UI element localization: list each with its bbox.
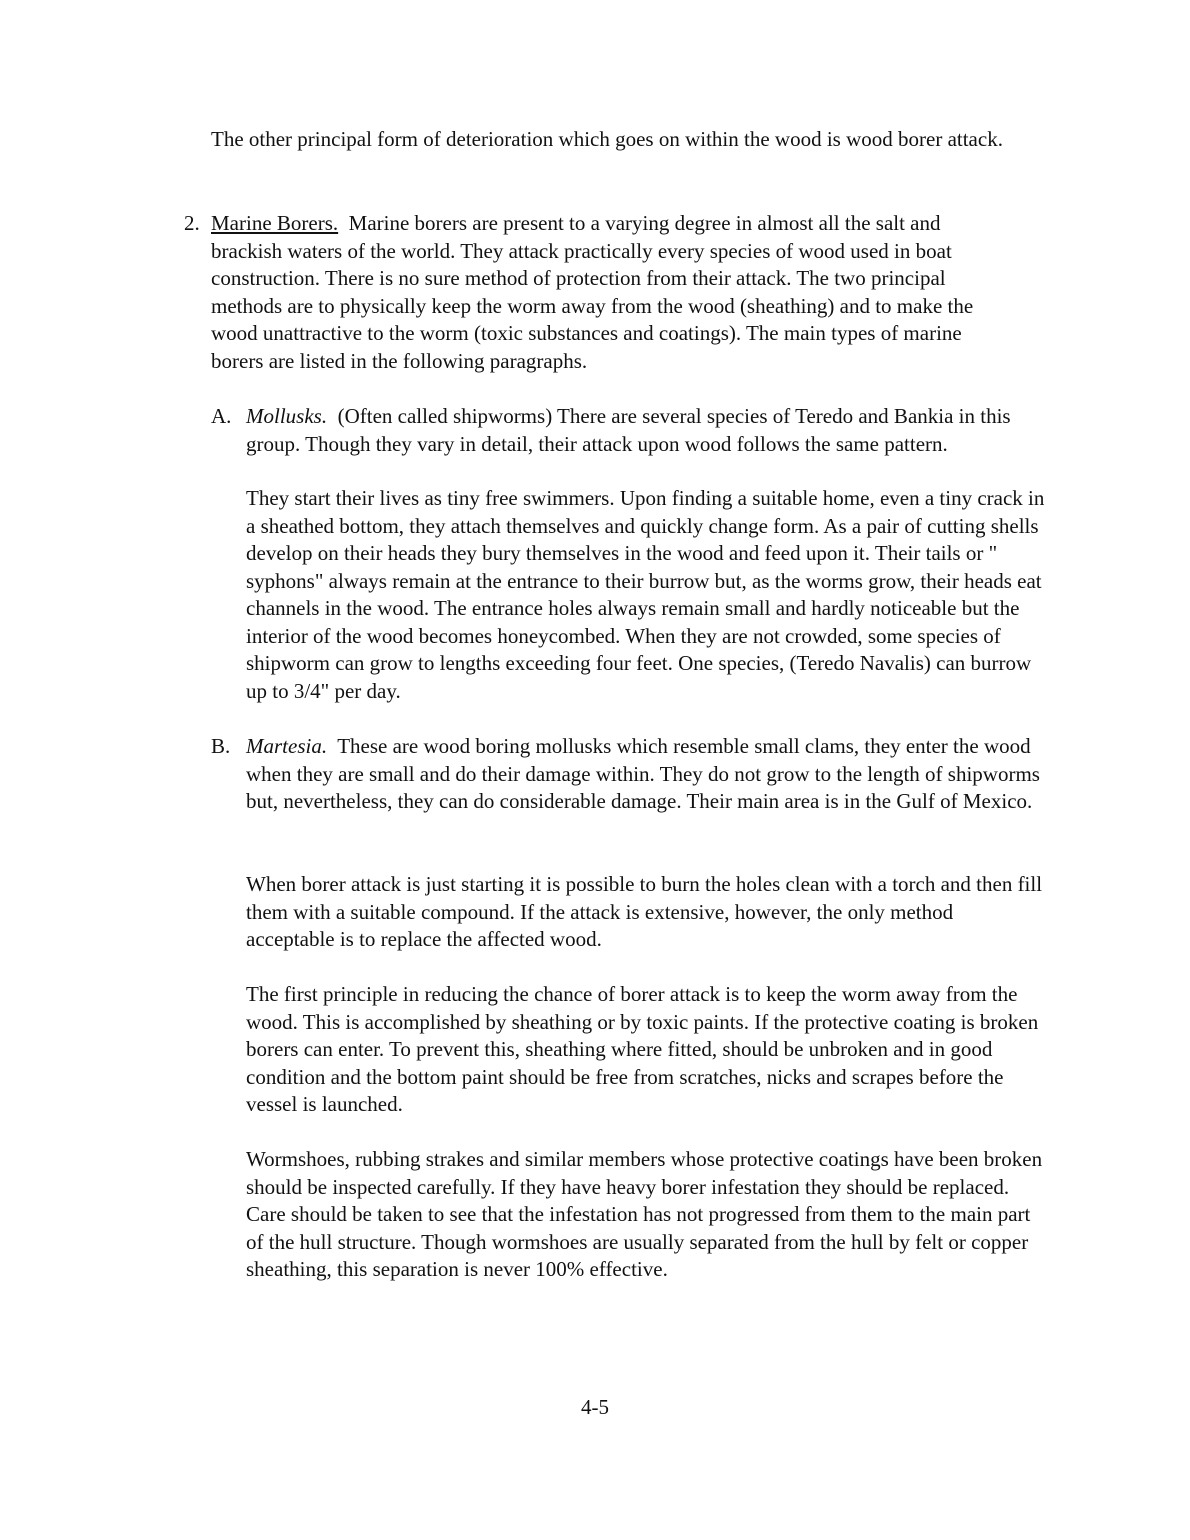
intro-paragraph: The other principal form of deterioration which goes on within the wood is wood borer attack.	[211, 127, 1003, 151]
borer-prevention-paragraph: The first principle in reducing the chance of borer attack is to keep the worm away from the wood. This is accomplished by sheathing or by toxic paints. If the protective coating is broken borers can enter. To prevent this, sheathing where fitted, should be unbroken and in good condition and the bottom paint should be free from scratches, nicks and scrapes before the vessel is launched.	[246, 982, 1039, 1116]
item-b-text: These are wood boring mollusks which resemble small clams, they enter the wood when they are small and do their damage within. They do not grow to the length of shipworms but, nevertheless, they can do considerable damage. Their main area is in the Gulf of Mexico.	[246, 734, 1040, 813]
section-heading: Marine Borers.	[211, 211, 339, 235]
section-paragraph	[211, 210, 1014, 375]
borer-treatment-paragraph: When borer attack is just starting it is possible to burn the holes clean with a torch and then fill them with a suitable compound. If the attack is extensive, however, the only method acceptable is to replace the affected wood.	[246, 872, 1043, 951]
wormshoes-paragraph: Wormshoes, rubbing strakes and similar members whose protective coatings have been broken should be inspected carefully. If they have heavy borer infestation they should be replaced. Care should be taken to see that the infestation has not progressed from them to the main part of the hull structure. Though wormshoes are usually separated from the hull by felt or copper sheathing, this separation is never 100% effective.	[246, 1147, 1043, 1281]
section-marine-borers	[184, 210, 1014, 375]
mollusks-lifecycle-paragraph: They start their lives as tiny free swimmers. Upon finding a suitable home, even a tiny crack in a sheathed bottom, they attach themselves and quickly change form. As a pair of cutting shells develop on their heads they bury themselves in the wood and feed upon it. Their tails or " syphons" always remain at the entrance to their burrow but, as the worms grow, their heads eat channels in the wood. The entrance holes always remain small and hardly noticeable but the interior of the wood becomes honeycombed. When they are not crowded, some species of shipworm can grow to lengths exceeding four feet. One species, (Teredo Navalis) can burrow up to 3/4" per day.	[246, 486, 1045, 703]
item-b-paragraph	[246, 733, 1061, 816]
item-martesia	[211, 733, 1061, 816]
item-a-paragraph	[246, 403, 1061, 458]
item-b-term: Martesia.	[246, 734, 328, 758]
item-a-text: (Often called shipworms) There are several species of Teredo and Bankia in this group. Though they vary in detail, their attack upon wood follows the same pattern.	[246, 404, 1011, 456]
item-mollusks	[211, 403, 1061, 458]
page-number: 4-5	[581, 1395, 609, 1419]
item-a-term: Mollusks.	[246, 404, 328, 428]
section-number: 2.	[184, 211, 200, 235]
item-a-letter: A.	[211, 404, 232, 428]
section-text: Marine borers are present to a varying degree in almost all the salt and brackish waters of the world. They attack practically every species of wood used in boat construction. There is no sure method of protection from their attack. The two principal methods are to physically keep the worm away from the wood (sheathing) and to make the wood unattractive to the worm (toxic substances and coatings). The main types of marine borers are listed in the following paragraphs.	[211, 211, 974, 373]
item-b-letter: B.	[211, 734, 231, 758]
